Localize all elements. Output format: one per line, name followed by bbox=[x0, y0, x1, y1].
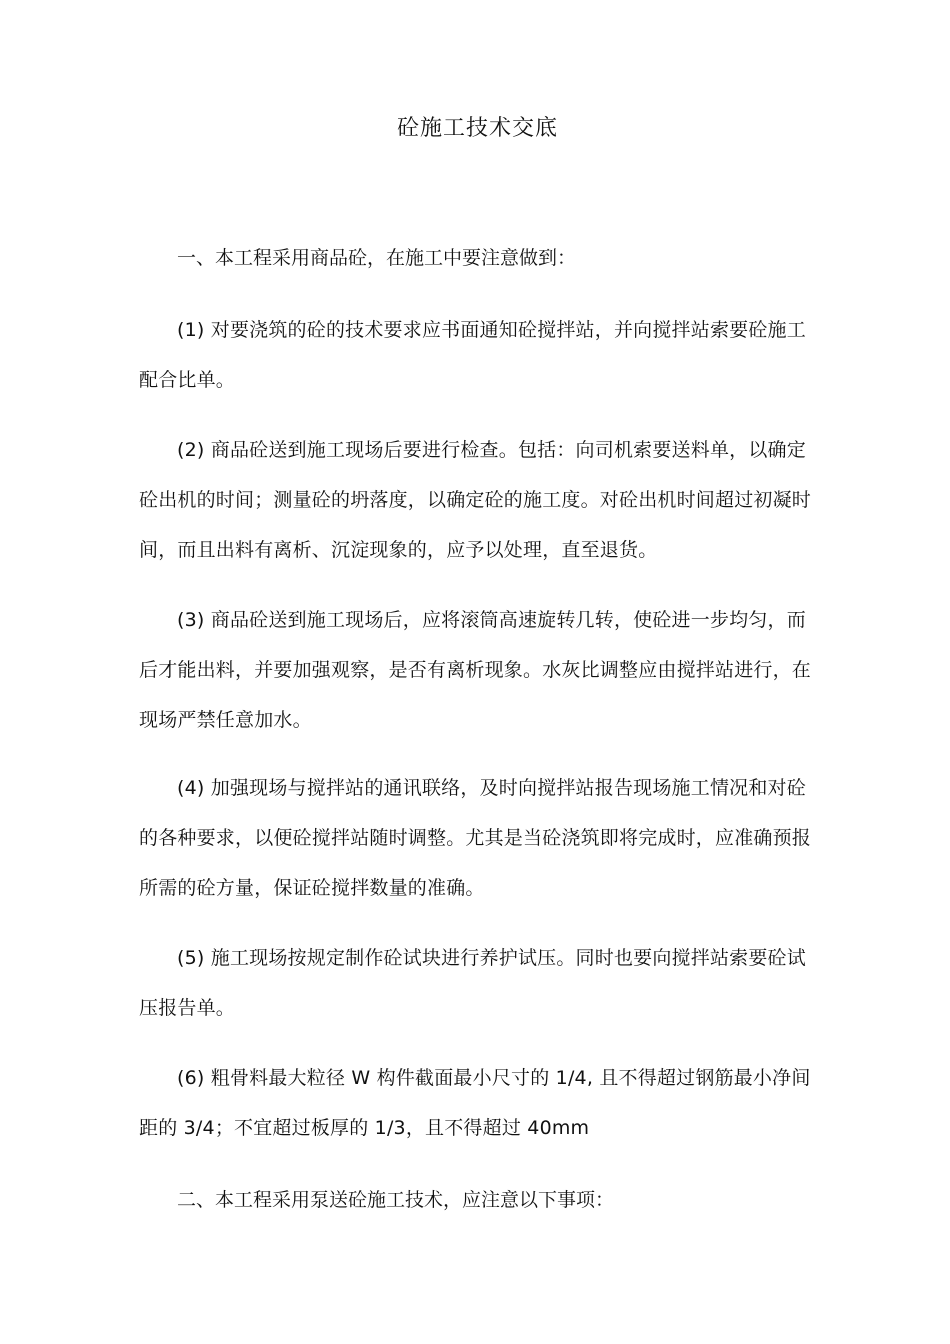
paragraph-item-5: (5) 施工现场按规定制作砼试块进行养护试压。同时也要向搅拌站索要砼试压报告单。 bbox=[139, 947, 806, 1019]
paragraph-item-2: (2) 商品砼送到施工现场后要进行检查。包括：向司机索要送料单，以确定砼出机的时间；测量砼的坍落度，以确定砼的施工度。对砼出机时间超过初凝时间，而且出料有离析、沉淀现象的，应予以处理，直至退货。 bbox=[139, 439, 812, 561]
document-title: 砼施工技术交底 bbox=[396, 116, 558, 141]
section-heading-1: 一、本工程采用商品砼，在施工中要注意做到： bbox=[177, 247, 577, 269]
paragraph-item-3: (3) 商品砼送到施工现场后，应将滚筒高速旋转几转，使砼进一步均匀，而后才能出料，并要加强观察，是否有离析现象。水灰比调整应由搅拌站进行，在现场严禁任意加水。 bbox=[139, 609, 812, 731]
paragraph-item-1: (1) 对要浇筑的砼的技术要求应书面通知砼搅拌站，并向搅拌站索要砼施工配合比单。 bbox=[139, 319, 806, 391]
paragraph-item-6: (6) 粗骨料最大粒径 W 构件截面最小尺寸的 1/4, 且不得超过钢筋最小净间距的 3/4；不宜超过板厚的 1/3，且不得超过 40mm bbox=[139, 1067, 811, 1139]
section-heading-2: 二、本工程采用泵送砼施工技术，应注意以下事项： bbox=[177, 1189, 615, 1211]
paragraph-item-4: (4) 加强现场与搅拌站的通讯联络，及时向搅拌站报告现场施工情况和对砼的各种要求，以便砼搅拌站随时调整。尤其是当砼浇筑即将完成时，应准确预报所需的砼方量，保证砼搅拌数量的准确。 bbox=[139, 777, 812, 899]
